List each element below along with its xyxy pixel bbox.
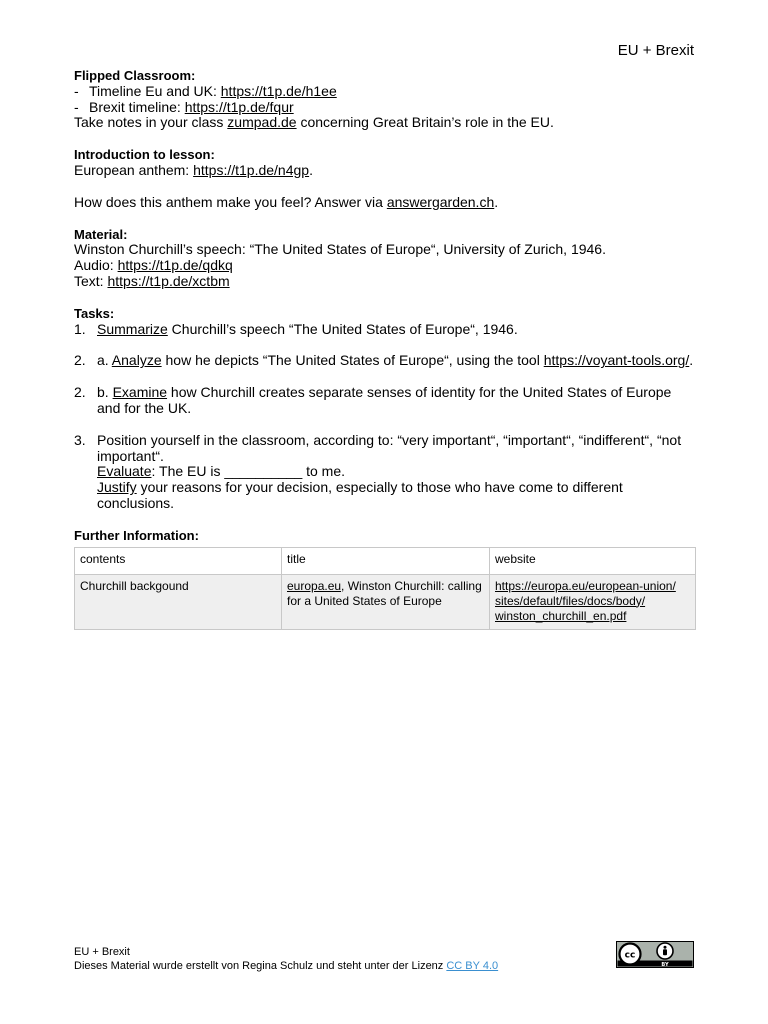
task-item: 1. Summarize Churchill’s speech “The United States of Europe“, 1946. [74,320,518,337]
document-body [74,68,696,630]
zumpad-link[interactable]: zumpad.de [227,114,297,131]
cc-by-license-link[interactable]: CC BY 4.0 [446,960,499,972]
further-information-heading: Further Information: [74,527,199,543]
task-item: 3. Position yourself in the classroom, according to: “very important“, “important“, “indifferent“, “not important“. Evaluate: The EU is __________ to me. Justify your reasons for your decision, especially to those who have come to different conclusions. [74,431,682,511]
anthem-question: How does this anthem make you feel? Answer via answergarden.ch. [74,193,499,210]
further-information-table [74,547,696,630]
footer-title: EU + Brexit [74,946,130,958]
dash-marker: - [74,82,79,99]
audio-line: Audio: https://t1p.de/qdkq [74,257,233,274]
text-line: Text: https://t1p.de/xctbm [74,272,230,289]
voyant-tools-link[interactable]: https://voyant-tools.org/ [543,352,690,369]
page-header-title: EU + Brexit [617,42,694,59]
column-header: contents [75,547,282,574]
timeline-label: Timeline Eu and UK: [89,82,221,99]
audio-link[interactable]: https://t1p.de/qdkq [117,257,233,274]
churchill-pdf-link[interactable]: https://europa.eu/european-union/ sites/default/files/docs/body/ winston_churchill_en.pdf [495,578,676,623]
contents-cell: Churchill backgound [75,574,282,629]
website-cell [490,574,696,629]
task-item: 2. b. Examine how Churchill creates separate senses of identity for the United States of Europe and for the UK. [74,384,672,416]
cc-by-badge-icon[interactable] [616,941,694,968]
text-link[interactable]: https://t1p.de/xctbm [107,272,230,289]
anthem-link[interactable]: https://t1p.de/n4gp [193,161,310,178]
list-item [74,100,696,116]
brexit-timeline-link[interactable]: https://t1p.de/fqur [184,98,294,115]
anthem-line: European anthem: https://t1p.de/n4gp. [74,161,313,178]
column-header: website [490,547,696,574]
brexit-timeline-label: Brexit timeline: [89,98,185,115]
task-item: 2. a. Analyze how he depicts “The United States of Europe“, using the tool https://voyant-tools.org/. [74,352,694,369]
notes-instruction: Take notes in your class zumpad.de concerning Great Britain’s role in the EU. [74,114,554,131]
europa-eu-link[interactable]: europa.eu [287,578,342,593]
tasks-heading: Tasks: [74,305,115,321]
footer [74,945,498,973]
title-cell: europa.eu, Winston Churchill: calling for a United States of Europe [282,574,490,629]
table-header-row [75,547,696,574]
svg-text:BY: BY [661,962,669,968]
answergarden-link[interactable]: answergarden.ch [386,193,495,210]
material-heading: Material: [74,226,128,242]
flipped-classroom-heading: Flipped Classroom: [74,68,196,83]
speech-reference: Winston Churchill’s speech: “The United States of Europe“, University of Zurich, 1946. [74,241,606,258]
list-item [74,84,696,100]
table-row [75,574,696,629]
introduction-heading: Introduction to lesson: [74,147,215,163]
column-header: title [282,547,490,574]
footer-license: Dieses Material wurde erstellt von Regina Schulz und steht unter der Lizenz CC BY 4.0 [74,960,499,972]
svg-text:cc: cc [624,950,636,961]
dash-marker: - [74,98,79,115]
timeline-eu-uk-link[interactable]: https://t1p.de/h1ee [220,82,337,99]
